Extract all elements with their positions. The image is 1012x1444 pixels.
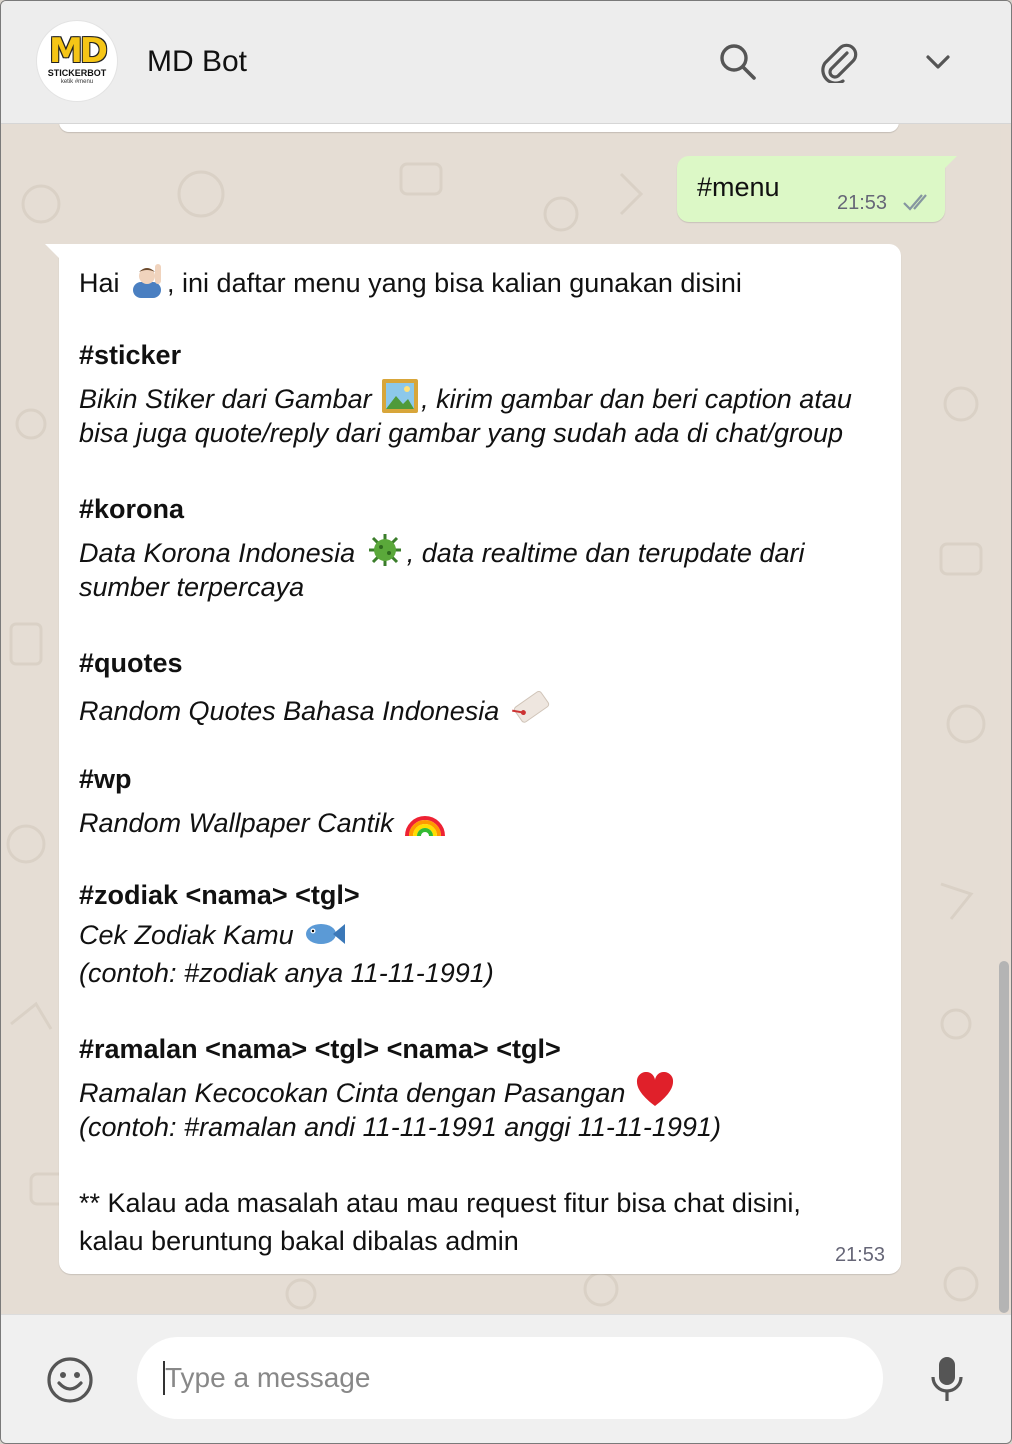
outgoing-message[interactable] [677, 156, 945, 222]
fish-icon [303, 918, 347, 957]
label-tag-icon [509, 686, 553, 733]
outgoing-time: 21:53 [837, 192, 888, 214]
korona-desc-text-rest: , data realtime dan terupdate dari [406, 538, 805, 568]
ramalan-desc [79, 1072, 677, 1115]
sticker-desc-text-rest: , kirim gambar dan beri caption atau [421, 384, 852, 414]
search-icon[interactable] [715, 39, 761, 85]
cmd-ramalan: #ramalan <nama> <tgl> <nama> <tgl> [79, 1034, 561, 1064]
person-raising-hand-icon [129, 262, 165, 305]
chevron-down-icon[interactable] [915, 39, 961, 85]
zodiak-example: (contoh: #zodiak anya 11-11-1991) [79, 958, 494, 988]
cmd-sticker: #sticker [79, 340, 182, 370]
footer-note-1: ** Kalau ada masalah atau mau request fitur bisa chat disini, [79, 1188, 801, 1218]
greeting-text: Hai [79, 268, 120, 298]
wp-desc-text: Random Wallpaper Cantik [79, 808, 394, 838]
sticker-desc-text: Bikin Stiker dari Gambar [79, 384, 372, 414]
microphone-icon[interactable] [927, 1353, 967, 1412]
greeting-line [79, 262, 742, 305]
avatar-brand: STICKERBOT [47, 68, 107, 78]
greeting-text-rest: , ini daftar menu yang bisa kalian gunakan disini [167, 268, 742, 298]
cmd-korona: #korona [79, 494, 185, 524]
sticker-desc-1 [79, 378, 852, 421]
ramalan-example: (contoh: #ramalan andi 11-11-1991 anggi 11-11-1991) [79, 1112, 721, 1142]
chat-title[interactable]: MD Bot [147, 45, 248, 78]
avatar-tagline: ketik #menu [60, 79, 94, 85]
composer-bar [1, 1314, 1011, 1444]
message-list[interactable] [1, 124, 1001, 1314]
footer-note-2: kalau beruntung bakal dibalas admin [79, 1226, 519, 1256]
korona-desc-1 [79, 532, 804, 575]
ramalan-desc-text: Ramalan Kecocokan Cinta dengan Pasangan [79, 1078, 626, 1108]
wp-desc [79, 802, 449, 845]
chat-scrollbar[interactable] [999, 961, 1009, 1313]
avatar-logo: MD [48, 31, 106, 71]
read-ticks-icon [902, 192, 936, 212]
red-heart-icon [635, 1072, 675, 1115]
korona-desc-text: Data Korona Indonesia [79, 538, 356, 568]
quotes-desc-text: Random Quotes Bahasa Indonesia [79, 696, 500, 726]
cmd-wp: #wp [79, 764, 132, 794]
zodiak-desc [79, 918, 349, 957]
previous-message [59, 124, 899, 132]
korona-desc-2: sumber terpercaya [79, 572, 305, 602]
sticker-desc-2: bisa juga quote/reply dari gambar yang sudah ada di chat/group [79, 418, 844, 448]
avatar[interactable] [37, 21, 117, 101]
message-input[interactable] [137, 1337, 883, 1419]
text-caret [163, 1361, 165, 1395]
quotes-desc [79, 686, 555, 733]
outgoing-text: #menu [697, 172, 780, 202]
rainbow-icon [403, 802, 447, 845]
framed-picture-icon [381, 378, 419, 421]
incoming-message[interactable] [59, 244, 901, 1274]
cmd-zodiak: #zodiak <nama> <tgl> [79, 880, 360, 910]
chat-header [1, 1, 1011, 124]
microbe-icon [365, 532, 405, 575]
incoming-time: 21:53 [834, 1244, 885, 1266]
attach-icon[interactable] [815, 39, 861, 85]
emoji-icon[interactable] [45, 1355, 95, 1410]
cmd-quotes: #quotes [79, 648, 183, 678]
zodiak-desc-text: Cek Zodiak Kamu [79, 920, 294, 950]
